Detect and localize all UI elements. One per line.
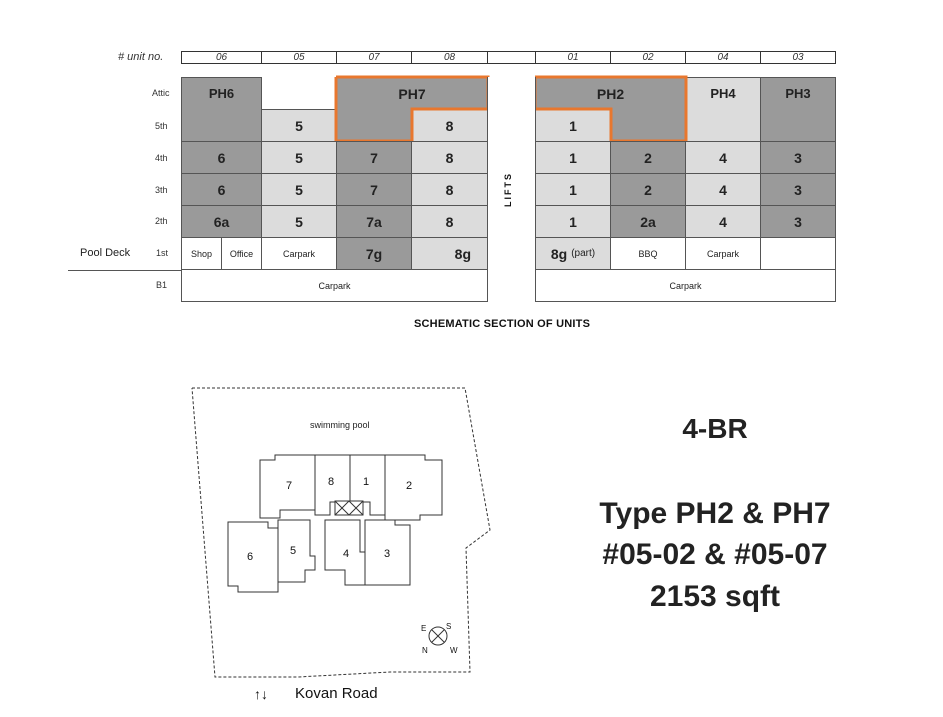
unit-ph6: PH6 (181, 77, 262, 142)
unit-5-footprint (278, 520, 315, 582)
ph2-outline (535, 77, 686, 141)
unit-06a-2th: 6a (181, 205, 262, 238)
site-unit-3: 3 (384, 548, 391, 560)
unit-06-3th: 6 (181, 173, 262, 206)
unit-08g-part-number: 8g (550, 245, 568, 262)
unit-ph3: PH3 (760, 77, 836, 142)
compass-n: N (422, 646, 428, 655)
unit-08-4th: 8 (411, 141, 488, 174)
site-unit-2: 2 (406, 480, 413, 492)
unit-01-4th: 1 (535, 141, 611, 174)
unit-area-line: 2153 sqft (649, 580, 781, 613)
unit-01-5th: 1 (535, 109, 611, 142)
carpark-b1-right: Carpark (535, 269, 836, 302)
unit-05-2th: 5 (261, 205, 337, 238)
unit-number-label: # unit no. (118, 51, 164, 63)
unit-numbers-line: #05-02 & #05-07 (602, 538, 828, 571)
carpark-1st-left: Carpark (261, 237, 337, 270)
unit-05-4th: 5 (261, 141, 337, 174)
unit-02a-2th: 2a (610, 205, 686, 238)
section-caption: SCHEMATIC SECTION OF UNITS (414, 318, 591, 330)
carpark-1st-right: Carpark (685, 237, 761, 270)
unit-08-5th: 8 (411, 109, 488, 142)
compass-w: W (450, 646, 458, 655)
unit-07a-2th: 7a (336, 205, 412, 238)
pool-deck-label: Pool Deck (80, 247, 131, 259)
unit-number-06: 06 (181, 51, 262, 64)
road-arrows-icon: ↑↓ (254, 686, 268, 702)
unit-03-3th: 3 (760, 173, 836, 206)
unit-01-3th: 1 (535, 173, 611, 206)
unit-07-4th: 7 (336, 141, 412, 174)
unit-ph7: PH7 (336, 77, 488, 110)
unit-ph2: PH2 (535, 77, 686, 110)
lift-core (335, 501, 363, 515)
floor-label-3th: 3th (155, 185, 168, 195)
unit-number-04: 04 (685, 51, 761, 64)
unit-08g-part-note: (part) (571, 248, 596, 259)
unit-2-footprint (385, 455, 442, 520)
site-unit-7: 7 (286, 480, 293, 492)
unit-number-02: 02 (610, 51, 686, 64)
unit-number-05: 05 (261, 51, 337, 64)
unit-type-title: 4-BR (682, 413, 748, 444)
empty-1st-03 (760, 237, 836, 270)
unit-07g: 7g (336, 237, 412, 270)
unit-type-line: Type PH2 & PH7 (599, 497, 831, 530)
floor-label-1st: 1st (156, 248, 169, 258)
unit-08-3th: 8 (411, 173, 488, 206)
site-unit-6: 6 (247, 551, 254, 563)
compass-icon (429, 627, 447, 645)
unit-number-07: 07 (336, 51, 412, 64)
unit-02-3th: 2 (610, 173, 686, 206)
site-unit-1: 1 (363, 476, 370, 488)
unit-07-3th: 7 (336, 173, 412, 206)
compass-e: E (421, 624, 427, 633)
site-unit-5: 5 (290, 545, 297, 557)
unit-08-2th: 8 (411, 205, 488, 238)
office-cell: Office (221, 237, 262, 270)
unit-01-2th: 1 (535, 205, 611, 238)
unit-03-4th: 3 (760, 141, 836, 174)
unit-06-4th: 6 (181, 141, 262, 174)
compass-s: S (446, 622, 452, 631)
unit-04-3th: 4 (685, 173, 761, 206)
unit-05-3th: 5 (261, 173, 337, 206)
floor-label-5th: 5th (155, 121, 168, 131)
road-label: Kovan Road (295, 685, 378, 702)
floor-label-b1: B1 (156, 280, 168, 290)
site-unit-8: 8 (328, 476, 335, 488)
unit-ph4: PH4 (685, 77, 761, 142)
floor-label-attic: Attic (152, 88, 170, 98)
bbq-cell: BBQ (610, 237, 686, 270)
swimming-pool-label: swimming pool (310, 420, 370, 430)
building-footprint (228, 455, 442, 592)
unit-04-4th: 4 (685, 141, 761, 174)
floor-label-2th: 2th (155, 216, 168, 226)
unit-number-01: 01 (535, 51, 611, 64)
unit-02-4th: 2 (610, 141, 686, 174)
unit-04-2th: 4 (685, 205, 761, 238)
carpark-b1-left: Carpark (181, 269, 488, 302)
ph7-outline (336, 77, 488, 141)
site-unit-4: 4 (343, 548, 350, 560)
floor-label-4th: 4th (155, 153, 168, 163)
unit-number-03: 03 (760, 51, 836, 64)
unit-08g: 8g (411, 237, 488, 270)
unit-number-08: 08 (411, 51, 488, 64)
unit-08g-part (535, 237, 611, 270)
lifts-label: LIFTS (503, 172, 513, 207)
shop-cell: Shop (181, 237, 222, 270)
unit-05-5th: 5 (261, 109, 337, 142)
unit-03-2th: 3 (760, 205, 836, 238)
